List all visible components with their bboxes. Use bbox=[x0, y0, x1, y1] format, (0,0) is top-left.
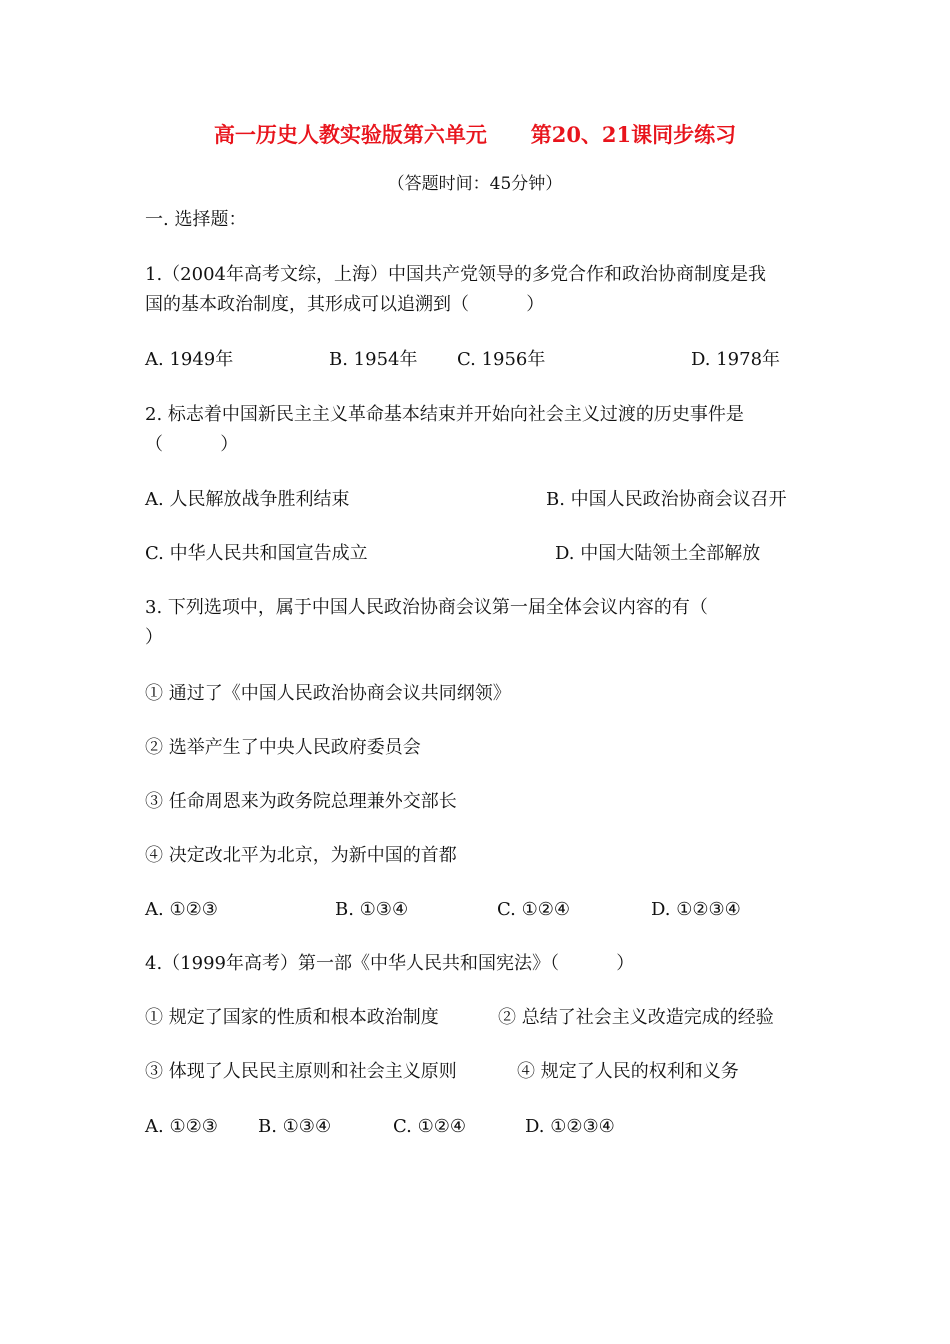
question-3-option-c: C. ①②④ bbox=[497, 899, 570, 920]
question-3-item-4: ④ 决定改北平为北京，为新中国的首都 bbox=[145, 845, 457, 866]
question-3-option-d: D. ①②③④ bbox=[651, 899, 741, 920]
question-3-line-1: 3. 下列选项中，属于中国人民政治协商会议第一届全体会议内容的有（ bbox=[145, 597, 708, 618]
question-1-line-1: 1.（2004年高考文综，上海）中国共产党领导的多党合作和政治协商制度是我 bbox=[145, 264, 766, 285]
question-4-item-3: ③ 体现了人民民主原则和社会主义原则 bbox=[145, 1061, 457, 1082]
document-title: 高一历史人教实验版第六单元 第20、21课同步练习 bbox=[213, 122, 737, 147]
question-3-item-1: ① 通过了《中国人民政治协商会议共同纲领》 bbox=[145, 683, 511, 704]
question-4-item-2: ② 总结了社会主义改造完成的经验 bbox=[498, 1007, 774, 1028]
question-2-line-1: 2. 标志着中国新民主主义革命基本结束并开始向社会主义过渡的历史事件是 bbox=[145, 404, 744, 425]
question-1-option-d: D. 1978年 bbox=[691, 349, 781, 370]
question-2-line-2: （ ） bbox=[145, 434, 239, 455]
section-heading: 一. 选择题： bbox=[145, 209, 247, 230]
time-note: （答题时间：45分钟） bbox=[387, 174, 563, 194]
question-2-option-a: A. 人民解放战争胜利结束 bbox=[145, 489, 350, 510]
question-3-line-2: ） bbox=[145, 627, 163, 648]
question-4-option-c: C. ①②④ bbox=[393, 1116, 466, 1137]
question-1-line-2: 国的基本政治制度，其形成可以追溯到（ ） bbox=[145, 294, 545, 315]
question-4-item-4: ④ 规定了人民的权利和义务 bbox=[517, 1061, 739, 1082]
question-3-option-a: A. ①②③ bbox=[145, 899, 218, 920]
question-3-item-3: ③ 任命周恩来为政务院总理兼外交部长 bbox=[145, 791, 457, 812]
question-2-option-b: B. 中国人民政治协商会议召开 bbox=[546, 489, 787, 510]
question-4-option-d: D. ①②③④ bbox=[525, 1116, 615, 1137]
question-1-option-c: C. 1956年 bbox=[457, 349, 546, 370]
question-1-option-b: B. 1954年 bbox=[329, 349, 418, 370]
question-4-item-1: ① 规定了国家的性质和根本政治制度 bbox=[145, 1007, 439, 1028]
question-2-option-c: C. 中华人民共和国宣告成立 bbox=[145, 543, 368, 564]
question-4-line-1: 4.（1999年高考）第一部《中华人民共和国宪法》（ ） bbox=[145, 953, 635, 974]
question-3-item-2: ② 选举产生了中央人民政府委员会 bbox=[145, 737, 421, 758]
question-3-option-b: B. ①③④ bbox=[335, 899, 409, 920]
question-1-option-a: A. 1949年 bbox=[145, 349, 234, 370]
question-2-option-d: D. 中国大陆领土全部解放 bbox=[555, 543, 761, 564]
question-4-option-b: B. ①③④ bbox=[258, 1116, 332, 1137]
question-4-option-a: A. ①②③ bbox=[145, 1116, 218, 1137]
